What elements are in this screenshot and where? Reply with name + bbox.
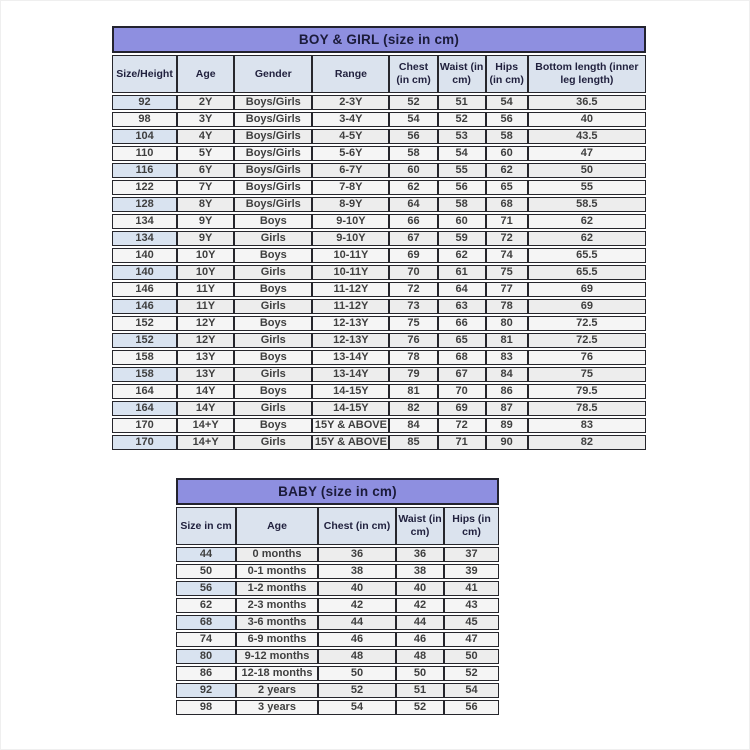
boy-girl-column-header: Waist (in cm) — [438, 55, 486, 93]
boy-girl-table-cell: 76 — [528, 350, 646, 365]
baby-column-header: Hips (in cm) — [444, 507, 499, 545]
boy-girl-table-cell: 72 — [486, 231, 528, 246]
boy-girl-table-cell: Boys/Girls — [234, 180, 312, 195]
boy-girl-table-cell: 12-13Y — [312, 333, 389, 348]
baby-table-cell: 62 — [176, 598, 236, 613]
boy-girl-table-cell: 13Y — [177, 367, 234, 382]
boy-girl-table-cell: 152 — [112, 316, 177, 331]
boy-girl-table-cell: Boys/Girls — [234, 129, 312, 144]
boy-girl-table-cell: 47 — [528, 146, 646, 161]
baby-table-cell: 9-12 months — [236, 649, 318, 664]
baby-table-cell: 36 — [396, 547, 444, 562]
boy-girl-table-cell: 110 — [112, 146, 177, 161]
boy-girl-table-cell: 146 — [112, 282, 177, 297]
boy-girl-table-cell: 6Y — [177, 163, 234, 178]
boy-girl-table-cell: 83 — [486, 350, 528, 365]
boy-girl-table-cell: 13-14Y — [312, 367, 389, 382]
boy-girl-table-cell: 14+Y — [177, 418, 234, 433]
boy-girl-column-header: Chest (in cm) — [389, 55, 437, 93]
boy-girl-table-cell: 8-9Y — [312, 197, 389, 212]
boy-girl-table-cell: 76 — [389, 333, 437, 348]
boy-girl-table-cell: Girls — [234, 367, 312, 382]
boy-girl-table-cell: Boys/Girls — [234, 197, 312, 212]
boy-girl-table-cell: 10Y — [177, 248, 234, 263]
boy-girl-table-cell: Boys/Girls — [234, 146, 312, 161]
boy-girl-table-cell: 70 — [438, 384, 486, 399]
boy-girl-table-row — [112, 435, 646, 450]
baby-table-cell: 36 — [318, 547, 396, 562]
boy-girl-table-cell: 56 — [486, 112, 528, 127]
boy-girl-table-cell: Boys — [234, 384, 312, 399]
boy-girl-table-cell: 134 — [112, 214, 177, 229]
boy-girl-table-cell: 140 — [112, 265, 177, 280]
baby-column-header: Age — [236, 507, 318, 545]
boy-girl-table-cell: 10-11Y — [312, 248, 389, 263]
baby-table-cell: 40 — [396, 581, 444, 596]
boy-girl-table-cell: 62 — [528, 231, 646, 246]
baby-table-cell: 40 — [318, 581, 396, 596]
boy-girl-table-cell: 59 — [438, 231, 486, 246]
baby-table-row — [176, 598, 499, 613]
baby-table-cell: 3-6 months — [236, 615, 318, 630]
boy-girl-column-header: Bottom length (inner leg length) — [528, 55, 646, 93]
baby-table-row — [176, 649, 499, 664]
boy-girl-table-cell: 15Y & ABOVE — [312, 435, 389, 450]
boy-girl-table-row — [112, 231, 646, 246]
boy-girl-table-cell: 170 — [112, 418, 177, 433]
baby-table-title: BABY (size in cm) — [176, 478, 499, 505]
boy-girl-table-cell: 5Y — [177, 146, 234, 161]
boy-girl-table-cell: 12Y — [177, 316, 234, 331]
boy-girl-table-cell: 58 — [389, 146, 437, 161]
boy-girl-table-cell: 69 — [438, 401, 486, 416]
baby-column-header: Waist (in cm) — [396, 507, 444, 545]
baby-table-cell: 56 — [176, 581, 236, 596]
boy-girl-table-cell: 75 — [389, 316, 437, 331]
boy-girl-table-cell: 9-10Y — [312, 214, 389, 229]
baby-table-cell: 48 — [396, 649, 444, 664]
boy-girl-table-cell: 61 — [438, 265, 486, 280]
baby-table-cell: 50 — [318, 666, 396, 681]
boy-girl-table-cell: 9Y — [177, 214, 234, 229]
boy-girl-table-cell: 65 — [486, 180, 528, 195]
baby-table-row — [176, 547, 499, 562]
boy-girl-table-cell: 14Y — [177, 401, 234, 416]
baby-table-row — [176, 700, 499, 715]
baby-table-cell: 50 — [396, 666, 444, 681]
baby-table-cell: 42 — [396, 598, 444, 613]
boy-girl-table-cell: 14-15Y — [312, 384, 389, 399]
boy-girl-table-cell: 68 — [486, 197, 528, 212]
boy-girl-table-cell: 75 — [486, 265, 528, 280]
boy-girl-table-cell: 11-12Y — [312, 299, 389, 314]
boy-girl-table-cell: 13Y — [177, 350, 234, 365]
boy-girl-table-cell: 89 — [486, 418, 528, 433]
boy-girl-table-cell: 77 — [486, 282, 528, 297]
boy-girl-table-cell: 52 — [389, 95, 437, 110]
boy-girl-table-cell: 4-5Y — [312, 129, 389, 144]
boy-girl-table-cell: Boys — [234, 316, 312, 331]
boy-girl-table-cell: 12-13Y — [312, 316, 389, 331]
boy-girl-table-cell: 84 — [389, 418, 437, 433]
baby-table-cell: 41 — [444, 581, 499, 596]
baby-table-cell: 56 — [444, 700, 499, 715]
baby-table-cell: 3 years — [236, 700, 318, 715]
baby-table-cell: 12-18 months — [236, 666, 318, 681]
boy-girl-table-cell: 146 — [112, 299, 177, 314]
boy-girl-table-row — [112, 418, 646, 433]
boy-girl-table-cell: 62 — [528, 214, 646, 229]
boy-girl-table-cell: 36.5 — [528, 95, 646, 110]
baby-table-cell: 45 — [444, 615, 499, 630]
boy-girl-table-cell: 63 — [438, 299, 486, 314]
boy-girl-table-cell: 70 — [389, 265, 437, 280]
baby-table-row — [176, 666, 499, 681]
baby-table-cell: 46 — [318, 632, 396, 647]
boy-girl-table-cell: 158 — [112, 350, 177, 365]
boy-girl-table-cell: 66 — [438, 316, 486, 331]
boy-girl-table-cell: 98 — [112, 112, 177, 127]
boy-girl-table-cell: 60 — [438, 214, 486, 229]
boy-girl-table-cell: Boys/Girls — [234, 95, 312, 110]
boy-girl-table-row — [112, 384, 646, 399]
boy-girl-table-cell: 5-6Y — [312, 146, 389, 161]
boy-girl-table-cell: 78 — [389, 350, 437, 365]
boy-girl-table-row — [112, 180, 646, 195]
boy-girl-table-row — [112, 197, 646, 212]
boy-girl-table-cell: 78.5 — [528, 401, 646, 416]
boy-girl-table-cell: 80 — [486, 316, 528, 331]
boy-girl-table-row — [112, 265, 646, 280]
baby-table-row — [176, 564, 499, 579]
baby-table-cell: 92 — [176, 683, 236, 698]
boy-girl-table-cell: 73 — [389, 299, 437, 314]
boy-girl-table-cell: 71 — [486, 214, 528, 229]
boy-girl-column-header: Hips (in cm) — [486, 55, 528, 93]
baby-table — [176, 505, 499, 717]
baby-table-cell: 50 — [176, 564, 236, 579]
boy-girl-table-row — [112, 248, 646, 263]
boy-girl-table-cell: 79 — [389, 367, 437, 382]
boy-girl-table-cell: Boys/Girls — [234, 163, 312, 178]
boy-girl-table-cell: 58.5 — [528, 197, 646, 212]
boy-girl-table-cell: 14Y — [177, 384, 234, 399]
boy-girl-table-row — [112, 367, 646, 382]
boy-girl-table-cell: 55 — [528, 180, 646, 195]
boy-girl-table-cell: 2-3Y — [312, 95, 389, 110]
boy-girl-table-cell: 82 — [528, 435, 646, 450]
boy-girl-table-cell: 15Y & ABOVE — [312, 418, 389, 433]
baby-table-row — [176, 683, 499, 698]
boy-girl-table-cell: 50 — [528, 163, 646, 178]
boy-girl-table-cell: Boys — [234, 282, 312, 297]
boy-girl-table-cell: 65.5 — [528, 248, 646, 263]
boy-girl-table-cell: 65 — [438, 333, 486, 348]
boy-girl-table-cell: 7-8Y — [312, 180, 389, 195]
boy-girl-table-cell: 4Y — [177, 129, 234, 144]
boy-girl-table-cell: 11Y — [177, 282, 234, 297]
boy-girl-table-cell: 62 — [486, 163, 528, 178]
boy-girl-table-cell: 69 — [528, 282, 646, 297]
boy-girl-table-cell: 78 — [486, 299, 528, 314]
boy-girl-table-cell: 2Y — [177, 95, 234, 110]
boy-girl-table-cell: 10-11Y — [312, 265, 389, 280]
boy-girl-table-cell: 3-4Y — [312, 112, 389, 127]
boy-girl-table-cell: 74 — [486, 248, 528, 263]
baby-table-cell: 86 — [176, 666, 236, 681]
baby-table-row — [176, 581, 499, 596]
baby-table-cell: 43 — [444, 598, 499, 613]
boy-girl-table-cell: 164 — [112, 401, 177, 416]
baby-table-cell: 52 — [444, 666, 499, 681]
boy-girl-table-row — [112, 129, 646, 144]
boy-girl-table-cell: 81 — [389, 384, 437, 399]
boy-girl-table-cell: 8Y — [177, 197, 234, 212]
boy-girl-table-cell: Girls — [234, 231, 312, 246]
boy-girl-table-cell: 71 — [438, 435, 486, 450]
baby-table-cell: 44 — [396, 615, 444, 630]
baby-table-cell: 51 — [396, 683, 444, 698]
boy-girl-table-cell: 72 — [438, 418, 486, 433]
boy-girl-table — [112, 53, 646, 452]
baby-size-chart — [176, 478, 499, 717]
boy-girl-table-cell: 68 — [438, 350, 486, 365]
boy-girl-table-cell: Boys — [234, 350, 312, 365]
boy-girl-table-cell: 14+Y — [177, 435, 234, 450]
baby-table-cell: 54 — [444, 683, 499, 698]
boy-girl-header-row — [112, 55, 646, 93]
boy-girl-size-chart — [112, 26, 646, 452]
boy-girl-table-row — [112, 214, 646, 229]
boy-girl-table-cell: 13-14Y — [312, 350, 389, 365]
boy-girl-table-cell: Girls — [234, 435, 312, 450]
boy-girl-column-header: Range — [312, 55, 389, 93]
boy-girl-table-cell: 7Y — [177, 180, 234, 195]
boy-girl-table-cell: 53 — [438, 129, 486, 144]
boy-girl-table-cell: 64 — [438, 282, 486, 297]
boy-girl-table-cell: 82 — [389, 401, 437, 416]
boy-girl-table-cell: 67 — [438, 367, 486, 382]
boy-girl-column-header: Age — [177, 55, 234, 93]
boy-girl-table-cell: 12Y — [177, 333, 234, 348]
baby-table-cell: 44 — [318, 615, 396, 630]
boy-girl-table-cell: 11Y — [177, 299, 234, 314]
boy-girl-table-cell: 56 — [389, 129, 437, 144]
boy-girl-table-cell: 6-7Y — [312, 163, 389, 178]
boy-girl-table-cell: 84 — [486, 367, 528, 382]
baby-table-cell: 47 — [444, 632, 499, 647]
boy-girl-table-cell: 69 — [389, 248, 437, 263]
baby-table-cell: 50 — [444, 649, 499, 664]
boy-girl-table-cell: 62 — [438, 248, 486, 263]
boy-girl-table-cell: 64 — [389, 197, 437, 212]
boy-girl-table-cell: Boys — [234, 214, 312, 229]
boy-girl-table-cell: 54 — [438, 146, 486, 161]
boy-girl-table-cell: 75 — [528, 367, 646, 382]
boy-girl-table-cell: 83 — [528, 418, 646, 433]
boy-girl-table-cell: 81 — [486, 333, 528, 348]
boy-girl-column-header: Gender — [234, 55, 312, 93]
boy-girl-table-cell: 164 — [112, 384, 177, 399]
boy-girl-table-cell: 72.5 — [528, 333, 646, 348]
boy-girl-table-cell: 66 — [389, 214, 437, 229]
boy-girl-table-title: BOY & GIRL (size in cm) — [112, 26, 646, 53]
boy-girl-table-cell: 56 — [438, 180, 486, 195]
boy-girl-table-cell: 69 — [528, 299, 646, 314]
boy-girl-table-cell: 54 — [486, 95, 528, 110]
boy-girl-table-cell: 72.5 — [528, 316, 646, 331]
boy-girl-table-cell: 134 — [112, 231, 177, 246]
boy-girl-table-row — [112, 95, 646, 110]
boy-girl-table-cell: 10Y — [177, 265, 234, 280]
baby-table-cell: 48 — [318, 649, 396, 664]
baby-table-cell: 52 — [318, 683, 396, 698]
boy-girl-table-cell: 104 — [112, 129, 177, 144]
baby-table-cell: 0-1 months — [236, 564, 318, 579]
baby-table-cell: 37 — [444, 547, 499, 562]
boy-girl-table-cell: 170 — [112, 435, 177, 450]
boy-girl-table-cell: Girls — [234, 265, 312, 280]
boy-girl-table-cell: 90 — [486, 435, 528, 450]
boy-girl-table-cell: 55 — [438, 163, 486, 178]
boy-girl-table-cell: 79.5 — [528, 384, 646, 399]
baby-table-cell: 39 — [444, 564, 499, 579]
boy-girl-column-header: Size/Height — [112, 55, 177, 93]
baby-header-row — [176, 507, 499, 545]
baby-table-cell: 42 — [318, 598, 396, 613]
boy-girl-table-cell: 116 — [112, 163, 177, 178]
boy-girl-table-row — [112, 299, 646, 314]
boy-girl-table-cell: 40 — [528, 112, 646, 127]
boy-girl-table-cell: 67 — [389, 231, 437, 246]
baby-table-cell: 46 — [396, 632, 444, 647]
baby-table-cell: 2 years — [236, 683, 318, 698]
boy-girl-table-cell: 122 — [112, 180, 177, 195]
baby-table-cell: 1-2 months — [236, 581, 318, 596]
boy-girl-table-row — [112, 282, 646, 297]
boy-girl-table-cell: 54 — [389, 112, 437, 127]
baby-table-row — [176, 615, 499, 630]
baby-table-cell: 98 — [176, 700, 236, 715]
baby-table-cell: 0 months — [236, 547, 318, 562]
boy-girl-table-cell: 58 — [438, 197, 486, 212]
boy-girl-table-cell: 60 — [486, 146, 528, 161]
boy-girl-table-cell: 85 — [389, 435, 437, 450]
boy-girl-table-cell: 72 — [389, 282, 437, 297]
boy-girl-table-cell: 58 — [486, 129, 528, 144]
boy-girl-table-row — [112, 350, 646, 365]
baby-table-cell: 54 — [318, 700, 396, 715]
baby-column-header: Size in cm — [176, 507, 236, 545]
boy-girl-table-cell: 51 — [438, 95, 486, 110]
boy-girl-table-row — [112, 401, 646, 416]
boy-girl-table-cell: 60 — [389, 163, 437, 178]
boy-girl-table-cell: 86 — [486, 384, 528, 399]
boy-girl-table-row — [112, 112, 646, 127]
baby-table-cell: 68 — [176, 615, 236, 630]
boy-girl-table-cell: 11-12Y — [312, 282, 389, 297]
boy-girl-table-cell: 52 — [438, 112, 486, 127]
boy-girl-table-cell: Boys — [234, 418, 312, 433]
baby-table-cell: 80 — [176, 649, 236, 664]
boy-girl-table-cell: 43.5 — [528, 129, 646, 144]
baby-table-cell: 2-3 months — [236, 598, 318, 613]
boy-girl-table-row — [112, 316, 646, 331]
baby-column-header: Chest (in cm) — [318, 507, 396, 545]
boy-girl-table-cell: Boys/Girls — [234, 112, 312, 127]
baby-table-cell: 38 — [396, 564, 444, 579]
boy-girl-table-cell: 62 — [389, 180, 437, 195]
baby-table-row — [176, 632, 499, 647]
boy-girl-table-cell: Boys — [234, 248, 312, 263]
boy-girl-table-cell: 92 — [112, 95, 177, 110]
boy-girl-table-cell: 87 — [486, 401, 528, 416]
boy-girl-table-cell: 9-10Y — [312, 231, 389, 246]
baby-table-cell: 6-9 months — [236, 632, 318, 647]
boy-girl-table-cell: 158 — [112, 367, 177, 382]
boy-girl-table-cell: Girls — [234, 299, 312, 314]
boy-girl-table-cell: 14-15Y — [312, 401, 389, 416]
boy-girl-table-row — [112, 146, 646, 161]
baby-table-cell: 38 — [318, 564, 396, 579]
baby-table-cell: 52 — [396, 700, 444, 715]
boy-girl-table-cell: 128 — [112, 197, 177, 212]
baby-table-cell: 74 — [176, 632, 236, 647]
boy-girl-table-row — [112, 333, 646, 348]
boy-girl-table-cell: 65.5 — [528, 265, 646, 280]
boy-girl-table-cell: 152 — [112, 333, 177, 348]
baby-table-cell: 44 — [176, 547, 236, 562]
boy-girl-table-cell: 3Y — [177, 112, 234, 127]
boy-girl-table-row — [112, 163, 646, 178]
boy-girl-table-cell: Girls — [234, 401, 312, 416]
boy-girl-table-cell: Girls — [234, 333, 312, 348]
boy-girl-table-cell: 9Y — [177, 231, 234, 246]
boy-girl-table-cell: 140 — [112, 248, 177, 263]
